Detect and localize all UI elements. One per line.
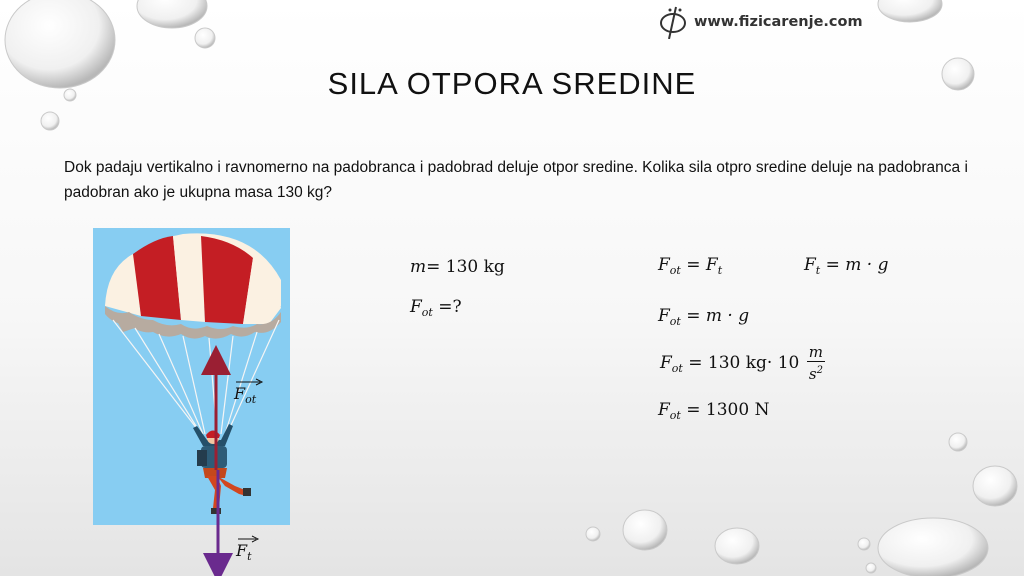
equation-drag-mg: $F_{ot} = m \cdot g$ (658, 306, 750, 328)
drag-force-label: $F_{ot}$ (234, 384, 256, 406)
equation-substitution: $F_{ot} = 130$ kg· 10 $\frac{m}{s^2}$ (660, 343, 824, 383)
gravity-force-label: $F_t$ (236, 541, 252, 563)
problem-statement: Dok padaju vertikalno i ravnomerno na padobranca i padobrad deluje otpor sredine. Kolika sila otpro sredine deluje na padobranca i padobran ako je ukupna masa 130 kg? (64, 159, 968, 201)
equation-weight: $F_t = m \cdot g$ (804, 255, 889, 277)
equation-result: $F_{ot} = 1300$ N (658, 400, 770, 422)
logo-url: www.fizicarenje.com (694, 14, 863, 30)
slide-title: SILA OTPORA SREDINE (327, 66, 697, 101)
given-unknown: $F_{ot}$ =? (410, 297, 462, 319)
equation-force-balance: $F_{ot} = F_t$ (658, 255, 723, 277)
unit-fraction: $\frac{m}{s^2}$ (808, 343, 824, 383)
given-mass: m= 130 kg (410, 257, 505, 277)
